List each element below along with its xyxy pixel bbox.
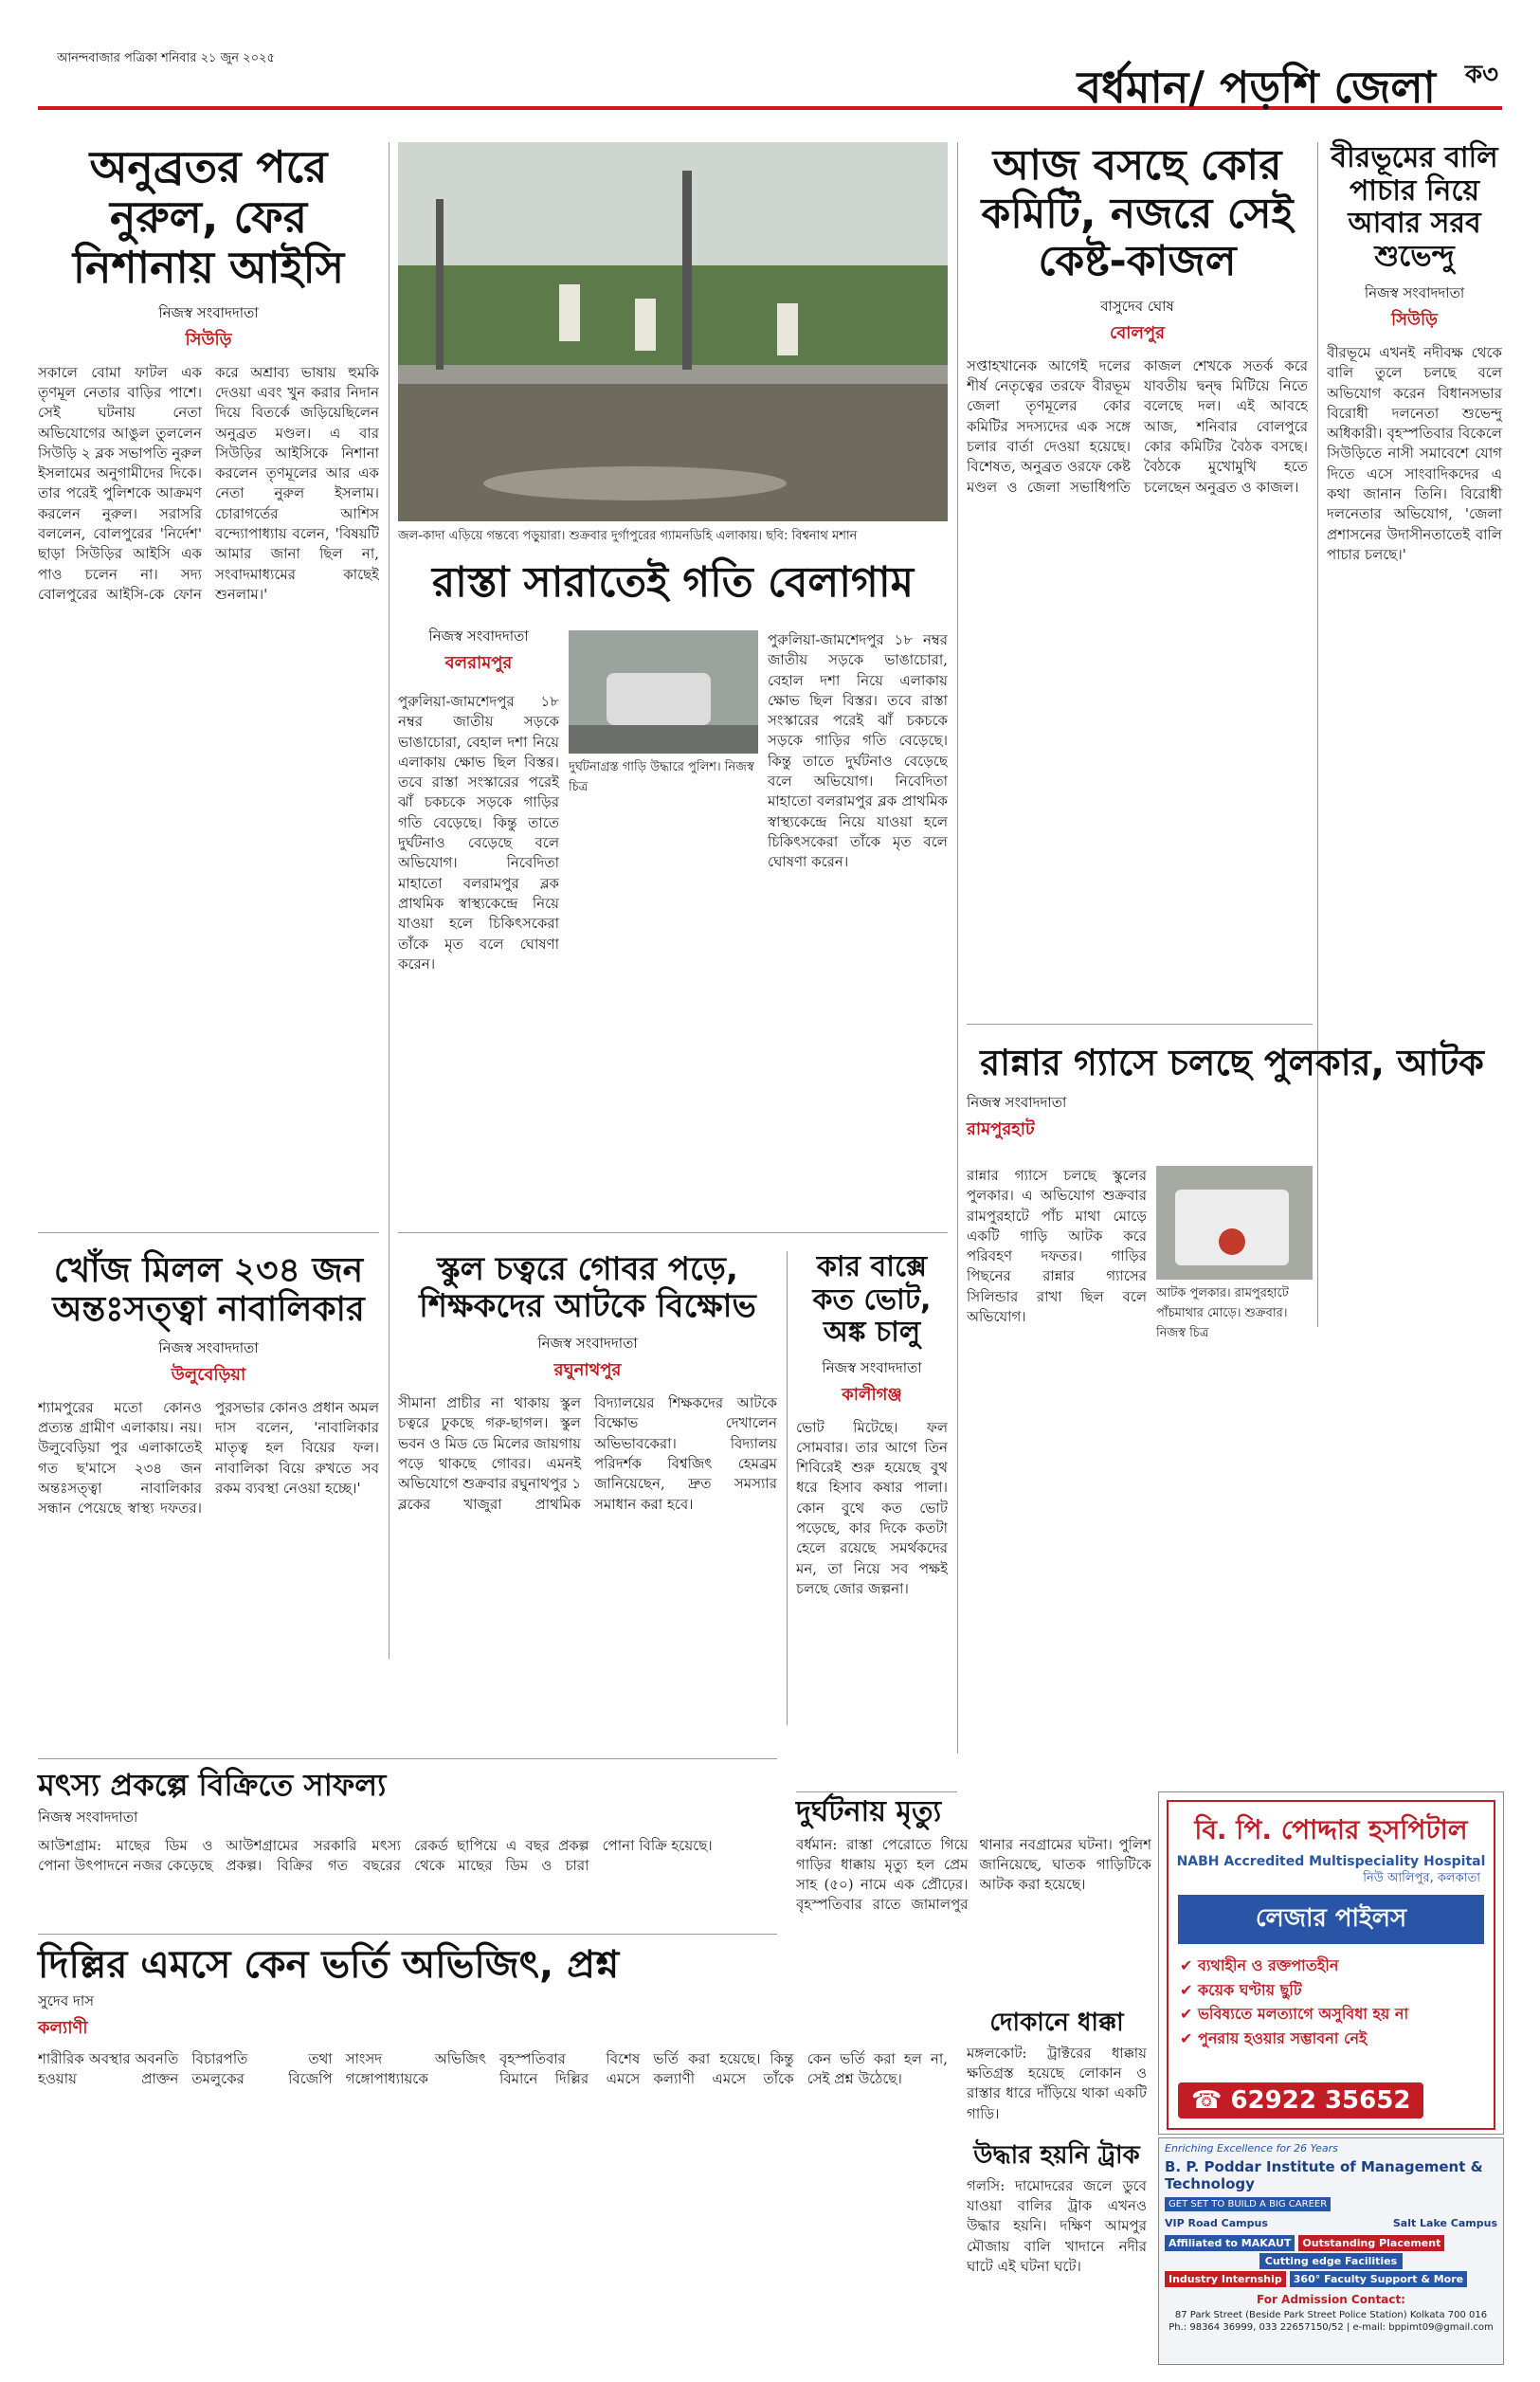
- story-body: গলসি: দামোদরের জলে ডুবে যাওয়া বালির ট্রাক এখনও উদ্ধার হয়নি। দক্ষিণ আমপুর মৌজায় বালি খাদানে নদীর ঘাটে এই ঘটনা ঘটে।: [967, 2176, 1147, 2276]
- story-vote-count: [796, 1251, 948, 1721]
- ad-service-title: লেজার পাইলস: [1178, 1895, 1484, 1944]
- story-body: মঙ্গলকোট: ট্রাক্টরের ধাক্কায় ক্ষতিগ্রস্ত হয়েছে লোকান ও রাস্তার ধারে দাঁড়িয়ে থাকা একটি গাড়ি।: [967, 2044, 1147, 2119]
- story-body: সীমানা প্রাচীর না থাকায় স্কুল চত্বরে ঢুকছে গরু-ছাগল। স্কুল ভবন ও মিড ডে মিলের জায়গায় পড়ে থাকছে গোবর। এমনই অভিযোগে শুক্রবার রঘুনাথপুর ১ ব্লকের খাজুরা প্রাথমিক বিদ্যালয়ের শিক্ষকদের আটকে বিক্ষোভ দেখালেন অভিভাবকেরা। বিদ্যালয় পরিদর্শক বিশ্বজিৎ হেমব্রম জানিয়েছেন, দ্রুত সমস্যার সমাধান করা হবে।: [398, 1394, 777, 1513]
- photo-students-image: [398, 142, 948, 521]
- story-road-speed: [398, 559, 948, 608]
- ad-campus: Salt Lake Campus: [1392, 2217, 1497, 2229]
- story-byline: নিজস্ব সংবাদদাতা: [158, 1338, 259, 1356]
- photo-caption: জল-কাদা এড়িয়ে গন্তব্যে পড়ুয়ারা। শুক্রবার দুর্গাপুরের গ্যামনডিহি এলাকায়। ছবি: বিশ্বনাথ মশান: [398, 529, 858, 543]
- ad-institute-name: B. P. Poddar Institute of Management & Technology: [1165, 2158, 1483, 2192]
- story-anubrata: [38, 142, 379, 941]
- story-byline: নিজস্ব সংবাদদাতা: [967, 1093, 1067, 1111]
- story-headline: দুর্ঘটনায় মৃত্যু: [796, 1795, 942, 1828]
- ad-band: Outstanding Placement: [1298, 2235, 1444, 2251]
- story-headline: আজ বসছে কোর কমিটি, নজরে সেই কেষ্ট-কাজল: [981, 141, 1294, 286]
- story-core-committee: [967, 142, 1308, 830]
- story-place: রঘুনাথপুর: [553, 1360, 622, 1381]
- story-byline: নিজস্ব সংবাদদাতা: [537, 1335, 638, 1353]
- story-shop-hit: [967, 2009, 1147, 2119]
- photo-caption: আটক পুলকার। রামপুরহাটে পাঁচমাথার মোড়ে। শুক্রবার। নিজস্ব চিত্র: [1156, 1286, 1289, 1340]
- ad-band: Affiliated to MAKAUT: [1165, 2235, 1295, 2251]
- ad-institute[interactable]: [1158, 2137, 1504, 2365]
- story-place: বোলপুর: [1109, 322, 1166, 343]
- story-headline: রান্নার গ্যাসে চলছে পুলকার, আটক: [980, 1042, 1484, 1083]
- story-headline: রাস্তা সারাতেই গতি বেলাগাম: [431, 558, 915, 607]
- ad-campus: VIP Road Campus: [1165, 2217, 1268, 2229]
- story-body: ভোট মিটেছে। ফল সোমবার। তার আগে তিন শিবিরেই শুরু হয়েছে বুথ ধরে হিসাব কষার পালা। কোন বুথে কত ভোট পড়েছে, কার দিকে কতটা হেলে রয়েছে সমর্থকদের মন, তা নিয়ে সব পক্ষই চলছে জোর জল্পনা।: [796, 1418, 948, 1597]
- story-headline: স্কুল চত্বরে গোবর পড়ে, শিক্ষকদের আটকে বিক্ষোভ: [419, 1250, 756, 1326]
- story-headline: মৎস্য প্রকল্পে বিক্রিতে সাফল্য: [38, 1767, 387, 1803]
- story-place: কল্যাণী: [38, 2018, 88, 2038]
- ad-hospital-name: বি. পি. পোদ্দার হসপিটাল: [1194, 1814, 1468, 1846]
- story-body: বীরভূমে এখনই নদীবক্ষ থেকে বালি তুলে চলছে বলে অভিযোগ করেন বিধানসভার বিরোধী দলনেতা শুভেন্দু অধিকারী। বৃহস্পতিবার বিকেলে সিউড়িতে নাসী সমাবেশে যোগ দিতে এসে সাংবাদিকদের এ কথা জানান তিনি। বিরোধী দলনেতার অভিযোগ, 'জেলা প্রশাসনের উদাসীনতাতেই বালি পাচার চলছে।': [1327, 344, 1502, 563]
- ad-tagline: Enriching Excellence for 26 Years: [1165, 2142, 1338, 2155]
- photo-poolcar: [1156, 1166, 1313, 1280]
- photo-students-flyover: [398, 142, 948, 521]
- story-headline: কার বাক্সে কত ভোট, অঙ্ক চালু: [812, 1250, 932, 1349]
- story-body: শ্যামপুরের মতো কোনও প্রত্যন্ত গ্রামীণ এলাকায়। নয়। উলুবেড়িয়া পুর এলাকাতেই গত ছ'মাসে ২৩৪ জন অন্তঃসত্ত্বা নাবালিকার সন্ধান পেয়েছে স্বাস্থ্য দফতর। পুরসভার কোনও প্রধান অমল দাস বলেন, 'নাবালিকার মাতৃত্ব হল বিয়ের ফল। নাবালিকা বিয়ে রুখতে সব রকম ব্যবস্থা নেওয়া হচ্ছে।': [38, 1398, 379, 1518]
- story-sand-smuggling: [1327, 142, 1502, 1177]
- story-byline: নিজস্ব সংবাদদাতা: [1364, 284, 1465, 301]
- section-title: বর্ধমান/ পড়শি জেলা: [1077, 62, 1436, 113]
- ad-point: ✔ ব্যথাহীন ও রক্তপাতহীন: [1180, 1956, 1339, 1974]
- photo-caption: দুর্ঘটনাগ্রস্ত গাড়ি উদ্ধারে পুলিশ। নিজস্ব চিত্র: [569, 760, 754, 794]
- story-body-continued: পুরুলিয়া-জামশেদপুর ১৮ নম্বর জাতীয় সড়কে ভাঙাচোরা, বেহাল দশা নিয়ে এলাকায় ক্ষোভ ছিল বিস্তর। তবে রাস্তা সংস্কারের পরেই ঝাঁ চকচকে সড়কে গাড়ির গতি বেড়েছে। কিন্তু তাতে দুর্ঘটনাও বেড়েছে বলে অভিযোগ। নিবেদিতা মাহাতো বলরামপুর ব্লক প্রাথমিক স্বাস্থ্যকেন্দ্রে নিয়ে যাওয়া হলে চিকিৎসকেরা তাঁকে মৃত বলে ঘোষণা করেন।: [768, 631, 948, 871]
- story-body: আউশগ্রাম: মাছের ডিম ও পোনা উৎপাদনে নজর কেড়েছে আউশগ্রামের সরকারি মৎস্য প্রকল্প। বিক্রির গত বছরের রেকর্ড ছাপিয়ে এ বছর প্রকল্প থেকে মাছের ডিম ও চারা পোনা বিক্রি হয়েছে।: [38, 1836, 713, 1875]
- story-headline: অনুব্রতর পরে নুরুল, ফের নিশানায় আইসি: [72, 141, 345, 293]
- story-aiims-admission: [38, 1943, 948, 2343]
- story-place: সিউড়ি: [185, 329, 232, 350]
- story-body: সপ্তাহখানেক আগেই দলের শীর্ষ নেতৃত্বের তরফে বীরভূম জেলা তৃণমূলের কোর কমিটির সদস্যদের এক সঙ্গে চলার বার্তা দেওয়া হয়েছে। বিশেষত, অনুব্রত ওরফে কেষ্ট মণ্ডল ও জেলা সভাধিপতি কাজল শেখকে সতর্ক করে যাবতীয় দ্বন্দ্ব মিটিয়ে নিতে বলেছে দল। এই আবহে আজ, শনিবার বোলপুরে কোর কমিটির বৈঠক বসছে। বৈঠকে মুখোমুখি হতে চলেছেন অনুব্রত ও কাজল।: [967, 356, 1308, 496]
- ad-points: [1169, 1950, 1494, 2054]
- story-byline: নিজস্ব সংবাদদাতা: [428, 627, 529, 645]
- ad-contact: Ph.: 98364 36999, 033 22657150/52 | e-mail: bppimt09@gmail.com: [1169, 2322, 1494, 2333]
- page-number: ক৩: [1464, 61, 1498, 89]
- story-byline: নিজস্ব সংবাদদাতা: [822, 1358, 922, 1376]
- ad-point: ✔ পুনরায় হওয়ার সম্ভাবনা নেই: [1180, 2028, 1368, 2047]
- story-fish-project: [38, 1768, 777, 1959]
- story-headline: দিল্লির এমসে কেন ভর্তি অভিজিৎ, প্রশ্ন: [38, 1943, 620, 1987]
- story-body: বর্ধমান: রাস্তা পেরোতে গিয়ে গাড়ির ধাক্কায় মৃত্যু হল প্রেম সাহ (৫০) নামে এক প্রৌঢ়ের। বৃহস্পতিবার রাতে জামালপুর থানার নবগ্রামের ঘটনা। পুলিশ জানিয়েছে, ঘাতক গাড়িটিকে আটক করা হয়েছে।: [796, 1835, 1151, 1914]
- story-headline: উদ্ধার হয়নি ট্রাক: [973, 2141, 1140, 2170]
- phone-icon: ☎: [1191, 2086, 1223, 2115]
- column-divider: [1317, 142, 1318, 1327]
- story-minor-pregnancy: [38, 1251, 379, 1758]
- story-headline: দোকানে ধাক্কা: [989, 2009, 1124, 2037]
- column-divider: [389, 142, 390, 1659]
- ad-accreditation: NABH Accredited Multispeciality Hospital: [1176, 1854, 1486, 1869]
- story-school-cowdung: [398, 1251, 777, 1810]
- story-body: রান্নার গ্যাসে চলছে স্কুলের পুলকার। এ অভিযোগ শুক্রবার রামপুরহাটে পাঁচ মাথা মোড়ে একটি গাড়ি আটক করে পরিবহণ দফতর। গাড়ির পিছনের রান্নার গ্যাসের সিলিন্ডার রাখা ছিল বলে অভিযোগ।: [967, 1167, 1147, 1326]
- story-place: রামপুরহাট: [967, 1118, 1035, 1139]
- story-place: সিউড়ি: [1390, 310, 1439, 330]
- column-divider: [957, 142, 958, 1754]
- story-byline: বাসুদেব ঘোষ: [1100, 297, 1174, 315]
- paper-dateline: আনন্দবাজার পত্রিকা শনিবার ২১ জুন ২০২৫: [57, 51, 275, 65]
- story-place: কালীগঞ্জ: [842, 1384, 902, 1405]
- story-byline: সুদেব দাস: [38, 1992, 95, 2009]
- photo-accident-image: [569, 630, 758, 754]
- ad-band: Cutting edge Facilities: [1259, 2253, 1403, 2269]
- story-body: শারীরিক অবস্থার অবনতি হওয়ায় প্রাক্তন বিচারপতি তথা তমলুকের বিজেপি সাংসদ অভিজিৎ গঙ্গোপাধ্যায়কে বৃহস্পতিবার বিশেষ বিমানে দিল্লির এমসে ভর্তি করা হয়েছে। কিন্তু কল্যাণী এমসে তাঁকে কেন ভর্তি করা হল না, সেই প্রশ্ন উঠেছে।: [38, 2050, 948, 2088]
- story-body: পুরুলিয়া-জামশেদপুর ১৮ নম্বর জাতীয় সড়কে ভাঙাচোরা, বেহাল দশা নিয়ে এলাকায় ক্ষোভ ছিল বিস্তর। তবে রাস্তা সংস্কারের পরেই ঝাঁ চকচকে সড়কে গাড়ির গতি বেড়েছে। কিন্তু তাতে দুর্ঘটনাও বেড়েছে বলে অভিযোগ। নিবেদিতা মাহাতো বলরামপুর ব্লক প্রাথমিক স্বাস্থ্যকেন্দ্রে নিয়ে যাওয়া হলে চিকিৎসকেরা তাঁকে মৃত বলে ঘোষণা করেন।: [398, 693, 559, 973]
- story-place: উলুবেড়িয়া: [171, 1364, 246, 1385]
- story-gas-poolcar: [967, 1043, 1497, 1145]
- ad-hospital[interactable]: [1158, 1791, 1504, 2135]
- story-headline: খোঁজ মিলল ২৩৪ জন অন্তঃসত্ত্বা নাবালিকার: [52, 1251, 365, 1330]
- ad-point: ✔ কয়েক ঘণ্টায় ছুটি: [1180, 1980, 1302, 1999]
- ad-location: নিউ আলিপুর, কলকাতা: [1363, 1871, 1480, 1885]
- story-headline: বীরভূমের বালি পাচার নিয়ে আবার সরব শুভেন্দু: [1331, 141, 1498, 273]
- ad-slogan: GET SET TO BUILD A BIG CAREER: [1165, 2197, 1331, 2211]
- ad-phone[interactable]: ☎ 62922 35652: [1178, 2082, 1423, 2118]
- ad-band: 360° Faculty Support & More: [1290, 2271, 1467, 2287]
- ad-contact-title: For Admission Contact:: [1257, 2293, 1405, 2306]
- ad-band: Industry Internship: [1165, 2271, 1286, 2287]
- story-truck-rescue: [967, 2142, 1147, 2366]
- story-body: সকালে বোমা ফাটল এক তৃণমূল নেতার বাড়ির পাশে। সেই ঘটনায় নেতা অভিযোগের আঙুল তুললেন সিউড়ি ২ ব্লক সভাপতি নুরুল ইসলামের অনুগামীদের দিকে। তার পরেই পুলিশকে আক্রমণ করলেন নুরুল। সরাসরি বললেন, বোলপুরের 'নির্দেশ' ছাড়া সিউড়ির আইসি এক পাও চলেন না। সদ্য বোলপুরের আইসি-কে ফোন করে অশ্রাব্য ভাষায় হুমকি দেওয়া এবং খুন করার নিদান দিয়ে বিতর্কে জড়িয়েছিলেন অনুব্রত মণ্ডল। এ বার সিউড়ির আইসিকে নিশানা করলেন তৃণমূলের আর এক নেতা নুরুল ইসলাম। চোরাগর্তের আশিস বন্দ্যোপাধ্যায় বলেন, 'বিষয়টি আমার জানা ছিল না, সংবাদমাধ্যমের কাছেই শুনলাম।': [38, 363, 379, 603]
- story-byline: নিজস্ব সংবাদদাতা: [38, 1808, 138, 1826]
- photo-accident-car: [569, 630, 758, 754]
- ad-point: ✔ ভবিষ্যতে মলত্যাগে অসুবিধা হয় না: [1180, 2005, 1409, 2024]
- story-byline: নিজস্ব সংবাদদাতা: [158, 303, 259, 321]
- story-place: বলরামপুর: [444, 653, 513, 673]
- photo-poolcar-image: [1156, 1166, 1313, 1280]
- ad-address: 87 Park Street (Beside Park Street Police Station) Kolkata 700 016: [1174, 2310, 1488, 2320]
